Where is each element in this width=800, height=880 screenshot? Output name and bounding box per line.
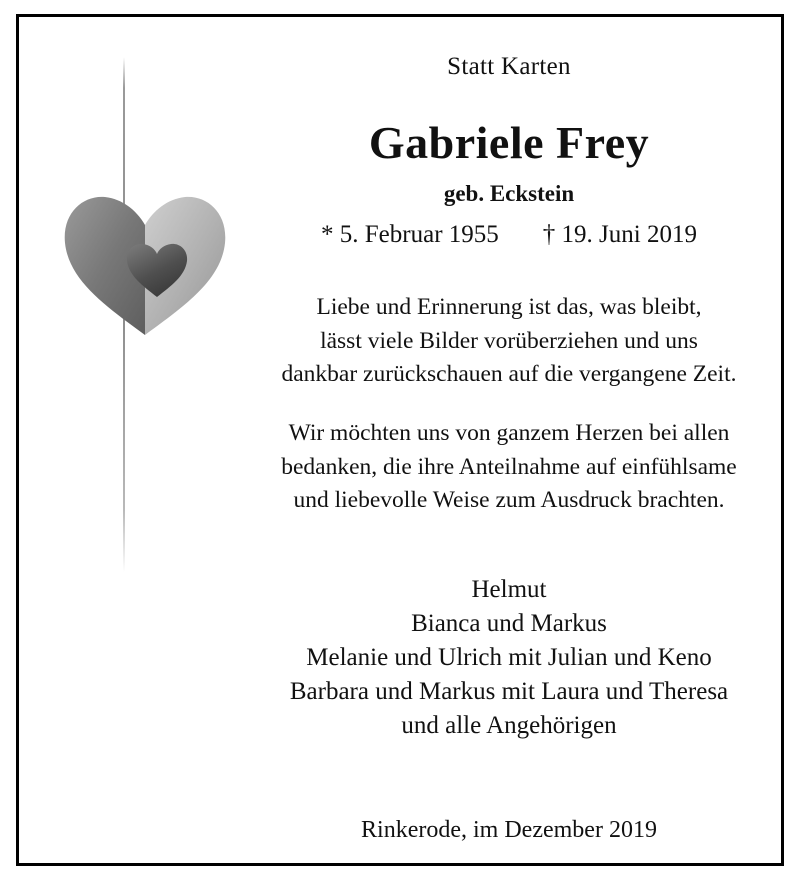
maiden-name: geb. Eckstein	[443, 181, 575, 207]
memorial-verse	[249, 291, 769, 391]
heading-statt-karten: Statt Karten	[447, 53, 571, 80]
list-item: Bianca und Markus	[411, 610, 607, 637]
verse-line: Liebe und Erinnerung ist das, was bleibt,	[316, 294, 702, 321]
list-item: Helmut	[471, 576, 547, 603]
notice-content	[249, 53, 769, 517]
thanks-line: bedanken, die ihre Anteilnahme auf einfühlsame	[281, 453, 737, 480]
list-item: und alle Angehörigen	[401, 712, 617, 739]
list-item: Melanie und Ulrich mit Julian und Keno	[306, 644, 712, 671]
verse-line: dankbar zurückschauen auf die vergangene Zeit.	[281, 361, 737, 388]
verse-line: lässt viele Bilder vorüberziehen und uns	[320, 327, 698, 354]
two-hearts-icon	[57, 185, 237, 340]
list-item: Barbara und Markus mit Laura und Theresa	[289, 678, 729, 705]
notice-frame	[16, 14, 784, 866]
birth-date: * 5. Februar 1955	[321, 221, 499, 249]
thanks-line: Wir möchten uns von ganzem Herzen bei allen	[288, 420, 730, 447]
life-dates	[249, 221, 769, 249]
place-and-date: Rinkerode, im Dezember 2019	[361, 817, 657, 843]
family-list	[249, 573, 769, 743]
thanks-line: und liebevolle Weise zum Ausdruck brachten.	[293, 487, 725, 514]
deceased-name: Gabriele Frey	[368, 117, 650, 168]
death-date: † 19. Juni 2019	[542, 221, 697, 249]
thank-you-text	[249, 417, 769, 517]
